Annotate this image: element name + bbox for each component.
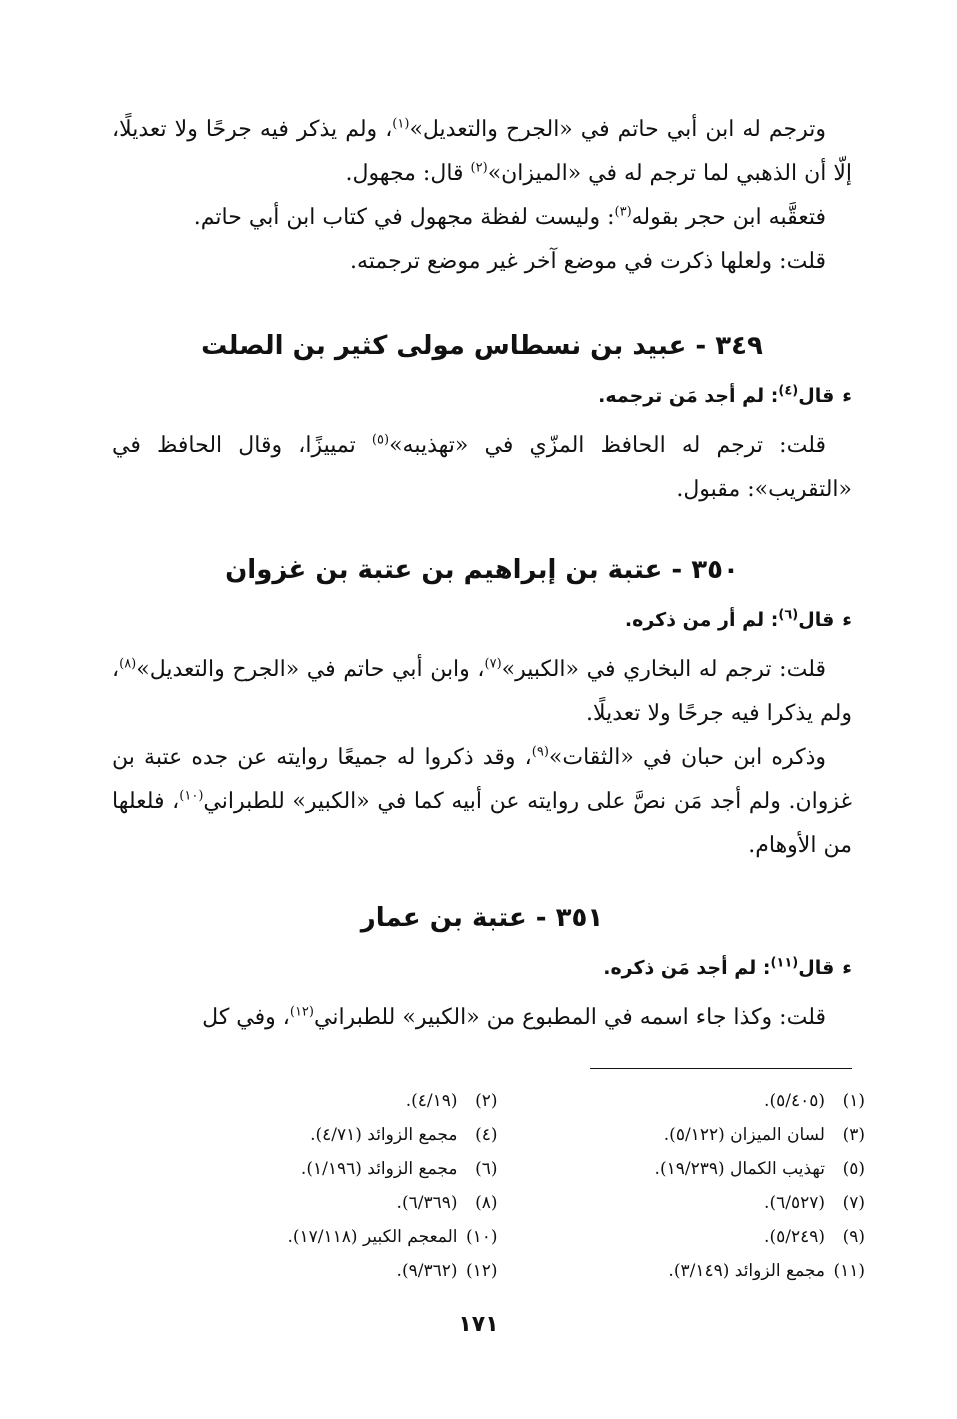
footnote-ref[interactable]: (١١) [770, 955, 799, 971]
bullet-icon: ء [842, 385, 852, 407]
text-run: ، وفي كل [202, 1005, 290, 1030]
footnote-text: (٩/٣٦٢). [396, 1261, 458, 1281]
footnote-text: لسان الميزان (٥/١٢٢). [663, 1125, 825, 1145]
footnote-number: (١) [842, 1091, 865, 1111]
footnote-item [518, 1152, 866, 1186]
footnote-number: (١٢) [465, 1261, 498, 1281]
footnote-text: (٤/١٩). [405, 1091, 458, 1111]
entry-349-paragraph-1 [112, 424, 852, 512]
footnotes-list [150, 1084, 865, 1288]
footnote-number: (٥) [842, 1159, 865, 1179]
footnote-ref[interactable]: (٤) [778, 383, 799, 399]
footnote-item [518, 1254, 866, 1288]
entry-351-heading: ٣٥١ - عتبة بن عمار [360, 903, 604, 933]
text-run: ، فلعلها من الأوهام. [112, 789, 852, 858]
footnote-item [518, 1118, 866, 1152]
entry-350-paragraph-1 [112, 648, 852, 736]
footnote-item [150, 1152, 498, 1186]
footnote-number: (٨) [475, 1193, 498, 1213]
footnote-ref[interactable]: (٩) [531, 744, 549, 760]
text-run: : لم أجد مَن ترجمه. [598, 385, 779, 407]
footnote-number: (١١) [833, 1261, 865, 1281]
footnote-text: (٦/٣٦٩). [396, 1193, 458, 1213]
entry-350-quote [112, 602, 852, 638]
footnote-item [150, 1254, 498, 1288]
footnote-text: مجمع الزوائد (٤/٧١). [310, 1125, 458, 1145]
footnote-ref[interactable]: (٢) [470, 160, 488, 176]
footnote-text: (٦/٥٢٧). [764, 1193, 825, 1213]
footnote-item [150, 1186, 498, 1220]
footnote-item [518, 1186, 866, 1220]
text-run: : وليست لفظة مجهول في كتاب ابن أبي حاتم. [193, 205, 615, 230]
intro-paragraph-2 [112, 196, 852, 240]
footnote-text: مجمع الزوائد (١/١٩٦). [300, 1159, 458, 1179]
page-number: ١٧١ [458, 1312, 499, 1337]
footnote-ref[interactable]: (١٠) [179, 788, 204, 804]
entry-350-paragraph-2 [112, 736, 852, 868]
footnote-number: (٤) [475, 1125, 498, 1145]
footnote-text: مجمع الزوائد (٣/١٤٩). [668, 1261, 825, 1281]
entry-349-body [112, 424, 852, 512]
text-run: وترجم له ابن أبي حاتم في «الجرح والتعديل» [409, 117, 827, 142]
footnote-item [518, 1084, 866, 1118]
footnote-number: (٢) [475, 1091, 498, 1111]
text-run: : لم أر من ذكره. [624, 609, 779, 631]
text-run: قال [798, 385, 835, 407]
text-run: تمييزًا، وقال الحافظ في «التقريب»: مقبول. [112, 433, 852, 502]
text-run: فتعقَّبه ابن حجر بقوله [631, 205, 826, 230]
entry-349-heading: ٣٤٩ - عبيد بن نسطاس مولى كثير بن الصلت [201, 331, 763, 361]
entry-350-body [112, 648, 852, 868]
text-run: ، وابن أبي حاتم في «الجرح والتعديل» [136, 657, 485, 682]
entry-351-quote [112, 950, 852, 986]
intro-paragraph-3: قلت: ولعلها ذكرت في موضع آخر غير موضع ترجمته. [349, 249, 826, 274]
footnote-ref[interactable]: (١٢) [289, 1004, 314, 1020]
footnote-ref[interactable]: (٦) [778, 607, 799, 623]
footnote-divider [590, 1068, 852, 1069]
footnote-item [518, 1220, 866, 1254]
footnote-text: تهذيب الكمال (١٩/٢٣٩). [654, 1159, 825, 1179]
bullet-icon: ء [842, 957, 852, 979]
footnote-ref[interactable]: (١) [392, 116, 410, 132]
footnote-ref[interactable]: (٨) [119, 656, 137, 672]
bullet-icon: ء [842, 609, 852, 631]
text-run: قلت: ترجم له البخاري في «الكبير» [501, 657, 826, 682]
footnote-number: (٣) [842, 1125, 865, 1145]
text-run: ، ولم يذكر فيه جرحًا ولا تعديلًا، إلّا أن الذهبي لما ترجم له في «الميزان» [112, 117, 852, 186]
text-run: ، وقد ذكروا له جميعًا روايته عن جده عتبة بن غزوان. ولم أجد مَن نصَّ على روايته عن أبيه كما في «الكبير» للطبراني [112, 745, 853, 814]
footnote-item [150, 1084, 498, 1118]
intro-paragraph-1 [112, 108, 852, 196]
text-run: قلت: وكذا جاء اسمه في المطبوع من «الكبير» للطبراني [313, 1005, 826, 1030]
text-run: قال: مجهول. [345, 161, 471, 186]
entry-351-paragraph-1 [112, 996, 852, 1040]
footnote-ref[interactable]: (٣) [614, 204, 632, 220]
footnote-item [150, 1118, 498, 1152]
entry-349-quote [112, 378, 852, 414]
footnote-text: (٥/٢٤٩). [764, 1227, 825, 1247]
text-run: وذكره ابن حبان في «الثقات» [548, 745, 826, 770]
text-run: قال [798, 957, 835, 979]
footnote-item [150, 1220, 498, 1254]
footnote-number: (٩) [842, 1227, 865, 1247]
footnote-number: (١٠) [465, 1227, 498, 1247]
footnote-number: (٧) [842, 1193, 865, 1213]
intro-section [112, 108, 852, 284]
footnote-text: المعجم الكبير (١٧/١١٨). [287, 1227, 458, 1247]
footnote-ref[interactable]: (٥) [371, 432, 390, 448]
footnote-text: (٥/٤٠٥). [764, 1091, 825, 1111]
footnote-number: (٦) [475, 1159, 498, 1179]
entry-350-heading: ٣٥٠ - عتبة بن إبراهيم بن عتبة بن غزوان [225, 555, 739, 585]
text-run: : لم أجد مَن ذكره. [603, 957, 771, 979]
text-run: قال [798, 609, 835, 631]
entry-351-body [112, 996, 852, 1040]
text-run: ، ولم يذكرا فيه جرحًا ولا تعديلًا. [112, 657, 852, 726]
text-run: قلت: ترجم له الحافظ المزّي في «تهذيبه» [389, 433, 826, 458]
footnote-ref[interactable]: (٧) [484, 656, 502, 672]
